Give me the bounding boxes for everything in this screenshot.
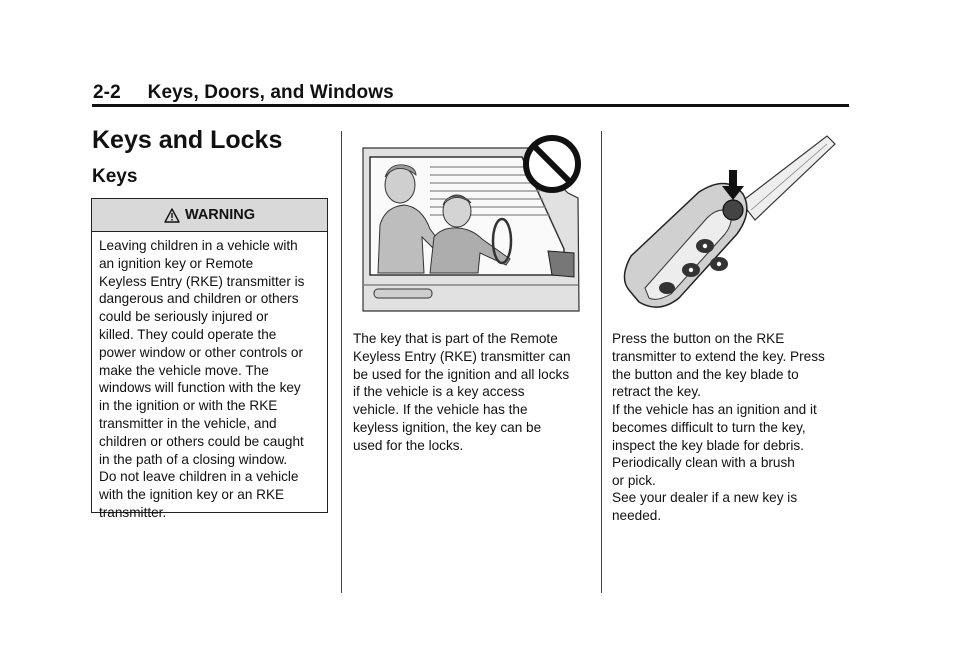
paragraph-line: vehicle. If the vehicle has the	[353, 402, 528, 418]
paragraph-line: retract the key.	[612, 384, 701, 400]
paragraph-line: keyless ignition, the key can be	[353, 419, 542, 435]
warning-line: dangerous and children or others	[99, 291, 299, 307]
rke-paragraph-3	[612, 489, 797, 525]
page-header: 2-2 Keys, Doors, and Windows	[93, 82, 394, 103]
warning-box	[91, 198, 328, 520]
warning-label: WARNING	[184, 207, 256, 223]
warning-triangle-icon	[164, 208, 180, 223]
warning-line: in the path of a closing window.	[99, 451, 288, 467]
subsection-title: Keys	[92, 166, 138, 187]
warning-line: Keyless Entry (RKE) transmitter is	[99, 273, 305, 289]
paragraph-line: transmitter to extend the key. Press	[612, 348, 825, 364]
warning-line: Leaving children in a vehicle with	[99, 238, 298, 253]
header-rule	[92, 104, 849, 107]
warning-line: windows will function with the key	[99, 380, 301, 396]
warning-line: killed. They could operate the	[99, 326, 277, 342]
children-in-vehicle-illustration	[360, 133, 584, 315]
paragraph-line: Keyless Entry (RKE) transmitter can	[353, 348, 571, 364]
warning-line: transmitter.	[99, 504, 167, 520]
paragraph-line: If the vehicle has an ignition and it	[612, 402, 817, 417]
warning-line: make the vehicle move. The	[99, 362, 269, 378]
paragraph-line: inspect the key blade for debris.	[612, 437, 804, 453]
paragraph-line: See your dealer if a new key is	[612, 490, 798, 505]
warning-line: power window or other controls or	[99, 344, 303, 360]
paragraph-line: the button and the key blade to	[612, 366, 799, 382]
paragraph-line: or pick.	[612, 473, 656, 489]
column-divider-right	[601, 131, 602, 593]
warning-line: an ignition key or Remote	[99, 255, 254, 271]
paragraph-line: needed.	[612, 507, 662, 523]
rke-paragraph-1	[612, 330, 825, 401]
paragraph-line: The key that is part of the Remote	[353, 331, 558, 346]
paragraph-line: be used for the ignition and all locks	[353, 366, 570, 382]
warning-line: Do not leave children in a vehicle	[99, 469, 299, 485]
rke-paragraph-2	[612, 401, 817, 490]
rke-transmitter-illustration	[615, 130, 850, 315]
column-divider-left	[341, 131, 342, 593]
warning-line: with the ignition key or an RKE	[99, 487, 285, 503]
warning-line: children or others could be caught	[99, 433, 304, 449]
warning-line: transmitter in the vehicle, and	[99, 415, 277, 431]
paragraph-line: if the vehicle is a key access	[353, 384, 525, 400]
section-title: Keys and Locks	[92, 126, 283, 154]
warning-line: in the ignition or with the RKE	[99, 398, 278, 414]
warning-text	[92, 232, 327, 522]
warning-line: could be seriously injured or	[99, 309, 269, 325]
paragraph-line: becomes difficult to turn the key,	[612, 419, 806, 435]
paragraph-line: used for the locks.	[353, 437, 464, 453]
paragraph-line: Press the button on the RKE	[612, 331, 785, 346]
warning-header	[92, 199, 327, 232]
ignition-key-paragraph	[353, 330, 571, 455]
paragraph-line: Periodically clean with a brush	[612, 455, 795, 471]
